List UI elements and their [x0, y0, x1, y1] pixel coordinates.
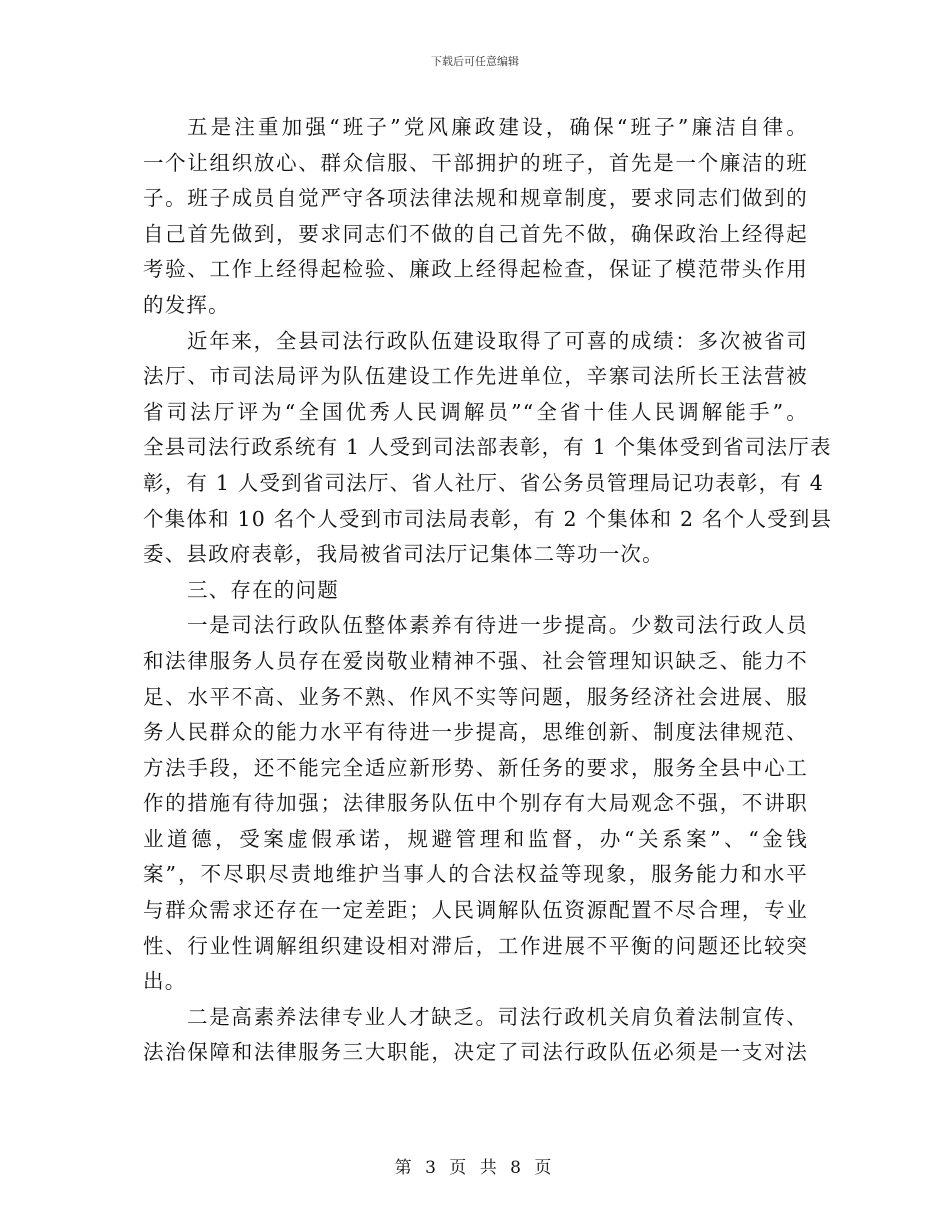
text-line: 足、水平不高、业务不熟、作风不实等问题，服务经济社会进展、服	[143, 684, 808, 709]
text-line: 出。	[143, 969, 187, 994]
text-line: 一个让组织放心、群众信服、干部拥护的班子，首先是一个廉洁的班	[143, 150, 808, 175]
text-line: 与群众需求还存在一定差距；人民调解队伍资源配置不尽合理，专业	[143, 898, 808, 923]
text-line: 二是高素养法律专业人才缺乏。司法行政机关肩负着法制宣传、	[187, 1004, 808, 1029]
text-line: 全县司法行政系统有 1 人受到司法部表彰，有 1 个集体受到省司法厅表	[143, 435, 832, 460]
text-line: 彰，有 1 人受到省司法厅、省人社厅、省公务员管理局记功表彰，有 4	[143, 470, 824, 495]
text-line: 的发挥。	[143, 292, 230, 317]
text-line: 个集体和 10 名个人受到市司法局表彰，有 2 个集体和 2 名个人受到县	[143, 506, 833, 531]
text-line: 方法手段，还不能完全适应新形势、新任务的要求，服务全县中心工	[143, 755, 808, 780]
text-line: 性、行业性调解组织建设相对滞后，工作进展不平衡的问题还比较突	[143, 933, 808, 958]
text-line: 业道德，受案虚假承诺，规避管理和监督，办“关系案”、“金钱	[143, 826, 808, 851]
text-line: 法治保障和法律服务三大职能，决定了司法行政队伍必须是一支对法	[143, 1040, 808, 1065]
text-line: 考验、工作上经得起检验、廉政上经得起检查，保证了模范带头作用	[143, 257, 808, 282]
page-footer: 第 3 页 共 8 页	[394, 1158, 556, 1178]
text-line: 省司法厅评为“全国优秀人民调解员”“全省十佳人民调解能手”。	[143, 399, 808, 424]
text-line: 一是司法行政队伍整体素养有待进一步提高。少数司法行政人员	[187, 613, 808, 638]
page-header: 下载后可任意编辑	[431, 55, 519, 68]
text-line: 自己首先做到，要求同志们不做的自己首先不做，确保政治上经得起	[143, 221, 808, 246]
text-line: 和法律服务人员存在爱岗敬业精神不强、社会管理知识缺乏、能力不	[143, 648, 808, 673]
text-line: 作的措施有待加强；法律服务队伍中个别存有大局观念不强，不讲职	[143, 791, 808, 816]
text-line: 子。班子成员自觉严守各项法律法规和规章制度，要求同志们做到的	[143, 186, 808, 211]
text-line: 法厅、市司法局评为队伍建设工作先进单位，辛寨司法所长王法营被	[143, 364, 808, 389]
text-line: 五是注重加强“班子”党风廉政建设，确保“班子”廉洁自律。	[187, 115, 808, 139]
body-text	[143, 110, 833, 1071]
text-line: 三、存在的问题	[187, 577, 339, 602]
text-line: 案”，不尽职尽责地维护当事人的合法权益等现象，服务能力和水平	[143, 862, 808, 887]
text-line: 近年来，全县司法行政队伍建设取得了可喜的成绩：多次被省司	[187, 328, 808, 353]
text-line: 委、县政府表彰，我局被省司法厅记集体二等功一次。	[143, 542, 664, 567]
text-line: 务人民群众的能力水平有待进一步提高，思维创新、制度法律规范、	[143, 720, 808, 745]
